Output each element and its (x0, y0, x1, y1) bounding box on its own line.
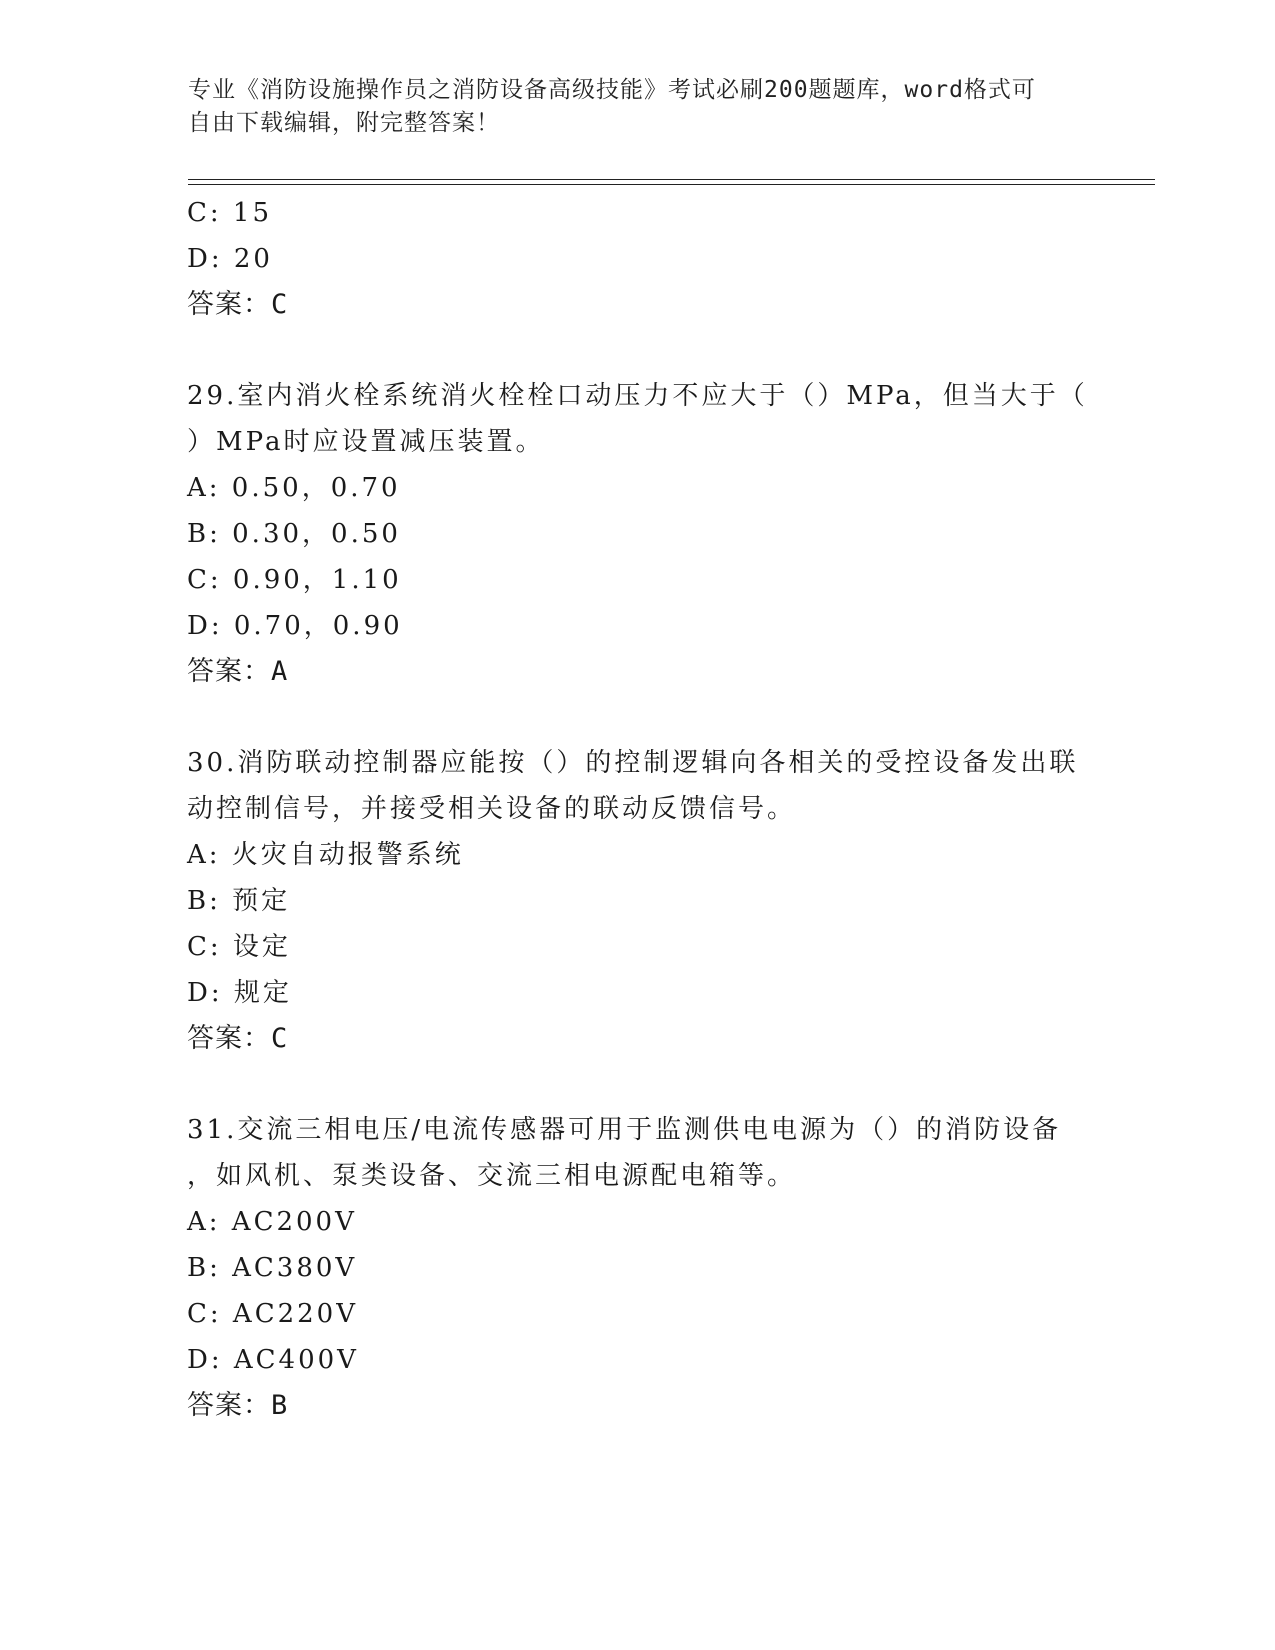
option-d: D: AC400V (187, 1345, 359, 1375)
option-a: A: 火灾自动报警系统 (187, 840, 464, 870)
question-stem-line-2: 动控制信号，并接受相关设备的联动反馈信号。 (187, 794, 797, 824)
option-b: B: AC380V (187, 1253, 358, 1283)
option-d: D: 规定 (187, 978, 292, 1008)
option-b: B: 0.30，0.50 (187, 519, 401, 549)
header-divider-bottom (188, 184, 1155, 185)
header-divider-top (188, 179, 1155, 180)
prev-question (187, 190, 1087, 328)
question-stem-line-2: ）MPa时应设置减压装置。 (187, 427, 545, 457)
answer-text: 答案：C (187, 289, 289, 320)
option-d: D: 0.70，0.90 (187, 611, 403, 641)
header-line-2: 自由下载编辑，附完整答案！ (188, 110, 500, 136)
option-a: A: 0.50，0.70 (187, 473, 401, 503)
question-stem-line-1: 31.交流三相电压/电流传感器可用于监测供电电源为（）的消防设备 (187, 1115, 1062, 1145)
answer-text: 答案：C (187, 1023, 289, 1054)
option-a: A: AC200V (187, 1207, 357, 1237)
question-31 (187, 1107, 1087, 1429)
option-c: C: 0.90，1.10 (187, 565, 402, 595)
answer-text: 答案：A (187, 656, 289, 687)
answer-text: 答案：B (187, 1390, 289, 1421)
option-c: C: AC220V (187, 1299, 358, 1329)
question-list (187, 190, 1087, 1429)
document-header (188, 74, 1068, 140)
question-29 (187, 373, 1087, 695)
question-30 (187, 740, 1087, 1062)
option-c: C: 设定 (187, 932, 291, 962)
question-stem-line-1: 30.消防联动控制器应能按（）的控制逻辑向各相关的受控设备发出联 (187, 748, 1079, 778)
question-stem-line-1: 29.室内消火栓系统消火栓栓口动压力不应大于（）MPa，但当大于（ (187, 381, 1088, 411)
option-d: D: 20 (187, 244, 273, 274)
option-b: B: 预定 (187, 886, 291, 916)
question-stem-line-2: ，如风机、泵类设备、交流三相电源配电箱等。 (187, 1161, 797, 1191)
header-line-1: 专业《消防设施操作员之消防设备高级技能》考试必刷200题题库，word格式可 (188, 77, 1036, 103)
option-c: C: 15 (187, 198, 273, 228)
